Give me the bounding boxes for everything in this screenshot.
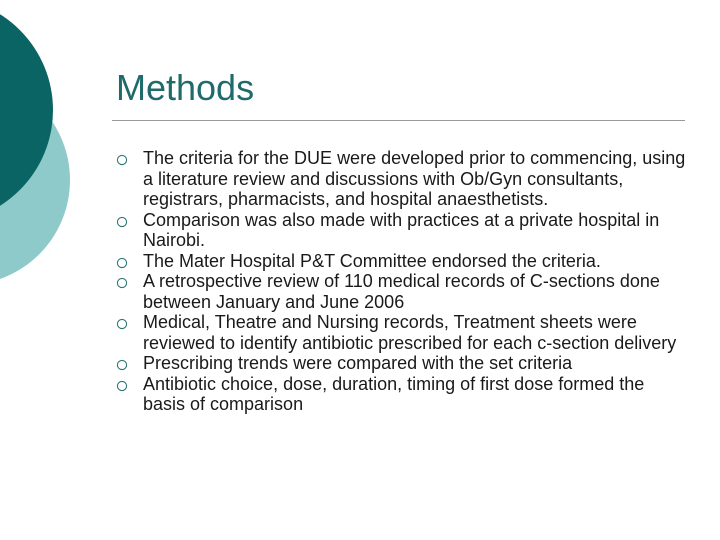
hollow-circle-icon: [116, 154, 128, 166]
bullet-item: [116, 251, 686, 272]
hollow-circle-icon: [116, 277, 128, 289]
bullet-text: Medical, Theatre and Nursing records, Treatment sheets were reviewed to identify antibiotic prescribed for each c-section delivery: [143, 312, 677, 353]
bullet-list: [116, 148, 686, 415]
hollow-circle-icon: [116, 318, 128, 330]
bullet-text: Prescribing trends were compared with the set criteria: [143, 353, 573, 373]
title-divider: [112, 120, 685, 121]
bullet-text: Antibiotic choice, dose, duration, timing of first dose formed the basis of comparison: [143, 373, 645, 414]
bullet-item: [116, 312, 686, 353]
bullet-item: [116, 374, 686, 415]
hollow-circle-icon: [116, 380, 128, 392]
slide-title: Methods: [116, 67, 255, 108]
bullet-text: A retrospective review of 110 medical records of C-sections done between January and June 2006: [143, 271, 660, 312]
bullet-item: [116, 148, 686, 210]
bullet-item: [116, 210, 686, 251]
decorative-circles: [0, 0, 80, 290]
bullet-item: [116, 353, 686, 374]
bullet-text: The Mater Hospital P&T Committee endorsed the criteria.: [143, 250, 601, 271]
hollow-circle-icon: [116, 257, 128, 269]
hollow-circle-icon: [116, 216, 128, 228]
bullet-text: Comparison was also made with practices at a private hospital in Nairobi.: [143, 209, 660, 250]
bullet-text: The criteria for the DUE were developed prior to commencing, using a literature review and discussions with Ob/Gyn consultants, registrars, pharmacists, and hospital anaesthetists.: [143, 148, 686, 209]
hollow-circle-icon: [116, 359, 128, 371]
bullet-item: [116, 271, 686, 312]
